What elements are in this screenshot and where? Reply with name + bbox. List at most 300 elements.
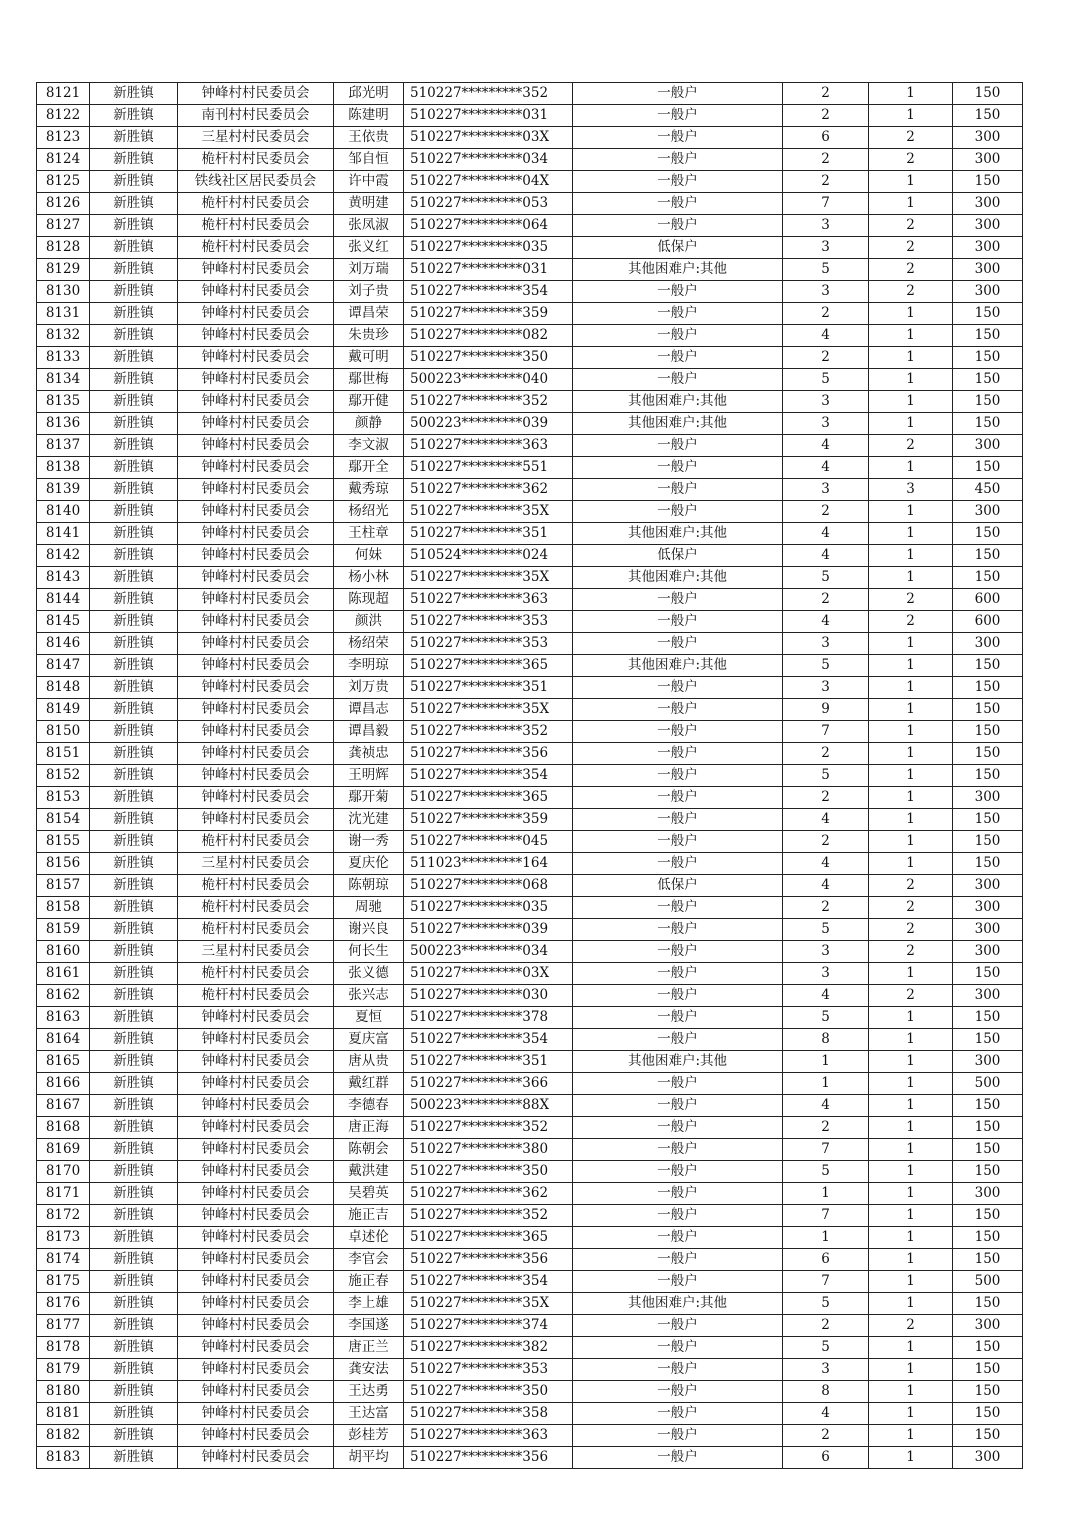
cell-town: 新胜镇 xyxy=(90,1227,178,1249)
table-row xyxy=(37,391,1023,413)
cell-household-type: 一般户 xyxy=(573,1227,783,1249)
cell-name: 唐从贵 xyxy=(334,1051,404,1073)
cell-town: 新胜镇 xyxy=(90,655,178,677)
cell-count: 1 xyxy=(869,787,953,809)
table-row xyxy=(37,215,1023,237)
cell-count: 2 xyxy=(869,281,953,303)
cell-household-size: 2 xyxy=(783,897,869,919)
cell-town: 新胜镇 xyxy=(90,545,178,567)
cell-count: 2 xyxy=(869,259,953,281)
cell-household-size: 7 xyxy=(783,1139,869,1161)
cell-name: 鄢开健 xyxy=(334,391,404,413)
cell-household-type: 一般户 xyxy=(573,303,783,325)
cell-amount: 150 xyxy=(953,413,1023,435)
table-row xyxy=(37,589,1023,611)
cell-household-type: 一般户 xyxy=(573,941,783,963)
cell-id-number: 510227*********04X xyxy=(404,171,573,193)
cell-serial-number: 8151 xyxy=(37,743,90,765)
cell-name: 胡平均 xyxy=(334,1447,404,1469)
cell-amount: 150 xyxy=(953,369,1023,391)
cell-id-number: 510227*********380 xyxy=(404,1139,573,1161)
table-row xyxy=(37,765,1023,787)
cell-name: 李文淑 xyxy=(334,435,404,457)
cell-village-committee: 钟峰村村民委员会 xyxy=(178,545,334,567)
cell-serial-number: 8163 xyxy=(37,1007,90,1029)
cell-serial-number: 8159 xyxy=(37,919,90,941)
cell-village-committee: 南刊村村民委员会 xyxy=(178,105,334,127)
cell-village-committee: 桅杆村村民委员会 xyxy=(178,875,334,897)
cell-household-size: 7 xyxy=(783,193,869,215)
cell-serial-number: 8156 xyxy=(37,853,90,875)
cell-name: 唐正海 xyxy=(334,1117,404,1139)
cell-household-size: 4 xyxy=(783,545,869,567)
cell-amount: 300 xyxy=(953,193,1023,215)
cell-household-size: 2 xyxy=(783,589,869,611)
cell-count: 1 xyxy=(869,1271,953,1293)
table-row xyxy=(37,149,1023,171)
table-row xyxy=(37,1205,1023,1227)
table-row xyxy=(37,1227,1023,1249)
cell-town: 新胜镇 xyxy=(90,897,178,919)
cell-amount: 150 xyxy=(953,567,1023,589)
cell-household-type: 其他困难户:其他 xyxy=(573,1293,783,1315)
cell-serial-number: 8143 xyxy=(37,567,90,589)
cell-town: 新胜镇 xyxy=(90,1095,178,1117)
cell-name: 戴秀琼 xyxy=(334,479,404,501)
cell-name: 刘子贵 xyxy=(334,281,404,303)
cell-name: 李德春 xyxy=(334,1095,404,1117)
cell-serial-number: 8125 xyxy=(37,171,90,193)
cell-amount: 150 xyxy=(953,1249,1023,1271)
cell-name: 王达勇 xyxy=(334,1381,404,1403)
cell-household-size: 5 xyxy=(783,1161,869,1183)
cell-town: 新胜镇 xyxy=(90,1337,178,1359)
table-row xyxy=(37,985,1023,1007)
cell-serial-number: 8162 xyxy=(37,985,90,1007)
table-row xyxy=(37,919,1023,941)
cell-name: 谢兴良 xyxy=(334,919,404,941)
cell-amount: 600 xyxy=(953,589,1023,611)
cell-town: 新胜镇 xyxy=(90,1205,178,1227)
cell-town: 新胜镇 xyxy=(90,149,178,171)
cell-amount: 300 xyxy=(953,149,1023,171)
cell-household-size: 2 xyxy=(783,303,869,325)
cell-amount: 450 xyxy=(953,479,1023,501)
table-row xyxy=(37,787,1023,809)
cell-count: 1 xyxy=(869,633,953,655)
table-row xyxy=(37,1447,1023,1469)
cell-amount: 300 xyxy=(953,1183,1023,1205)
cell-amount: 300 xyxy=(953,237,1023,259)
cell-serial-number: 8181 xyxy=(37,1403,90,1425)
cell-village-committee: 钟峰村村民委员会 xyxy=(178,1271,334,1293)
cell-name: 邱光明 xyxy=(334,83,404,105)
table-row xyxy=(37,1249,1023,1271)
cell-village-committee: 桅杆村村民委员会 xyxy=(178,193,334,215)
cell-village-committee: 钟峰村村民委员会 xyxy=(178,413,334,435)
cell-serial-number: 8137 xyxy=(37,435,90,457)
cell-id-number: 510227*********030 xyxy=(404,985,573,1007)
cell-household-size: 5 xyxy=(783,259,869,281)
cell-count: 2 xyxy=(869,237,953,259)
table-row xyxy=(37,303,1023,325)
cell-name: 陈现超 xyxy=(334,589,404,611)
cell-count: 1 xyxy=(869,1161,953,1183)
cell-village-committee: 钟峰村村民委员会 xyxy=(178,1337,334,1359)
cell-village-committee: 钟峰村村民委员会 xyxy=(178,1095,334,1117)
cell-id-number: 500223*********034 xyxy=(404,941,573,963)
cell-household-size: 2 xyxy=(783,1425,869,1447)
cell-serial-number: 8136 xyxy=(37,413,90,435)
cell-count: 1 xyxy=(869,1227,953,1249)
cell-count: 1 xyxy=(869,831,953,853)
table-row xyxy=(37,1359,1023,1381)
cell-id-number: 500223*********040 xyxy=(404,369,573,391)
cell-count: 1 xyxy=(869,105,953,127)
cell-name: 施正吉 xyxy=(334,1205,404,1227)
cell-amount: 150 xyxy=(953,677,1023,699)
cell-town: 新胜镇 xyxy=(90,1007,178,1029)
cell-household-size: 4 xyxy=(783,1403,869,1425)
table-row xyxy=(37,347,1023,369)
cell-count: 1 xyxy=(869,809,953,831)
cell-village-committee: 钟峰村村民委员会 xyxy=(178,83,334,105)
cell-household-type: 一般户 xyxy=(573,1425,783,1447)
cell-count: 1 xyxy=(869,1205,953,1227)
cell-amount: 150 xyxy=(953,1205,1023,1227)
cell-name: 何妹 xyxy=(334,545,404,567)
cell-id-number: 510227*********363 xyxy=(404,435,573,457)
cell-household-type: 一般户 xyxy=(573,897,783,919)
cell-count: 1 xyxy=(869,743,953,765)
cell-count: 2 xyxy=(869,897,953,919)
cell-household-type: 一般户 xyxy=(573,347,783,369)
cell-town: 新胜镇 xyxy=(90,787,178,809)
cell-id-number: 510227*********551 xyxy=(404,457,573,479)
cell-household-size: 1 xyxy=(783,1227,869,1249)
cell-count: 3 xyxy=(869,479,953,501)
cell-id-number: 500223*********88X xyxy=(404,1095,573,1117)
cell-household-size: 4 xyxy=(783,435,869,457)
cell-household-size: 4 xyxy=(783,523,869,545)
cell-name: 施正春 xyxy=(334,1271,404,1293)
cell-village-committee: 钟峰村村民委员会 xyxy=(178,1359,334,1381)
cell-amount: 150 xyxy=(953,171,1023,193)
cell-amount: 500 xyxy=(953,1271,1023,1293)
cell-amount: 150 xyxy=(953,655,1023,677)
table-row xyxy=(37,523,1023,545)
cell-amount: 150 xyxy=(953,765,1023,787)
cell-id-number: 510227*********352 xyxy=(404,391,573,413)
cell-name: 颜静 xyxy=(334,413,404,435)
cell-serial-number: 8169 xyxy=(37,1139,90,1161)
cell-household-size: 5 xyxy=(783,369,869,391)
cell-household-size: 2 xyxy=(783,105,869,127)
cell-town: 新胜镇 xyxy=(90,303,178,325)
cell-serial-number: 8168 xyxy=(37,1117,90,1139)
cell-count: 2 xyxy=(869,1315,953,1337)
cell-household-type: 一般户 xyxy=(573,809,783,831)
cell-serial-number: 8142 xyxy=(37,545,90,567)
cell-village-committee: 桅杆村村民委员会 xyxy=(178,985,334,1007)
cell-town: 新胜镇 xyxy=(90,259,178,281)
cell-household-size: 8 xyxy=(783,1381,869,1403)
cell-amount: 300 xyxy=(953,1315,1023,1337)
cell-serial-number: 8158 xyxy=(37,897,90,919)
cell-name: 颜洪 xyxy=(334,611,404,633)
table-row xyxy=(37,479,1023,501)
cell-village-committee: 钟峰村村民委员会 xyxy=(178,303,334,325)
table-row xyxy=(37,1293,1023,1315)
cell-town: 新胜镇 xyxy=(90,1073,178,1095)
cell-town: 新胜镇 xyxy=(90,831,178,853)
cell-household-type: 一般户 xyxy=(573,743,783,765)
cell-village-committee: 钟峰村村民委员会 xyxy=(178,677,334,699)
cell-amount: 150 xyxy=(953,1227,1023,1249)
cell-household-size: 9 xyxy=(783,699,869,721)
cell-household-type: 一般户 xyxy=(573,721,783,743)
cell-name: 李上雄 xyxy=(334,1293,404,1315)
cell-village-committee: 钟峰村村民委员会 xyxy=(178,435,334,457)
cell-count: 2 xyxy=(869,149,953,171)
cell-serial-number: 8172 xyxy=(37,1205,90,1227)
table-row xyxy=(37,435,1023,457)
cell-id-number: 500223*********039 xyxy=(404,413,573,435)
cell-household-size: 5 xyxy=(783,1293,869,1315)
cell-household-size: 2 xyxy=(783,743,869,765)
cell-household-size: 4 xyxy=(783,985,869,1007)
cell-amount: 150 xyxy=(953,1359,1023,1381)
cell-household-type: 一般户 xyxy=(573,83,783,105)
cell-household-size: 2 xyxy=(783,83,869,105)
cell-village-committee: 钟峰村村民委员会 xyxy=(178,1117,334,1139)
cell-id-number: 510227*********366 xyxy=(404,1073,573,1095)
cell-town: 新胜镇 xyxy=(90,875,178,897)
cell-count: 1 xyxy=(869,457,953,479)
cell-town: 新胜镇 xyxy=(90,1293,178,1315)
cell-household-type: 一般户 xyxy=(573,765,783,787)
cell-name: 鄢开菊 xyxy=(334,787,404,809)
cell-household-type: 一般户 xyxy=(573,149,783,171)
cell-name: 龚安法 xyxy=(334,1359,404,1381)
table-row xyxy=(37,501,1023,523)
table-row xyxy=(37,1315,1023,1337)
cell-amount: 150 xyxy=(953,1095,1023,1117)
cell-village-committee: 钟峰村村民委员会 xyxy=(178,1425,334,1447)
cell-count: 1 xyxy=(869,369,953,391)
cell-id-number: 510227*********374 xyxy=(404,1315,573,1337)
cell-household-size: 5 xyxy=(783,655,869,677)
cell-id-number: 510227*********354 xyxy=(404,1271,573,1293)
cell-household-type: 一般户 xyxy=(573,1183,783,1205)
cell-village-committee: 钟峰村村民委员会 xyxy=(178,743,334,765)
table-row xyxy=(37,259,1023,281)
cell-name: 张义德 xyxy=(334,963,404,985)
cell-amount: 150 xyxy=(953,809,1023,831)
cell-count: 1 xyxy=(869,1337,953,1359)
cell-household-type: 其他困难户:其他 xyxy=(573,655,783,677)
cell-household-type: 一般户 xyxy=(573,281,783,303)
cell-serial-number: 8141 xyxy=(37,523,90,545)
cell-household-size: 4 xyxy=(783,875,869,897)
cell-town: 新胜镇 xyxy=(90,941,178,963)
cell-village-committee: 钟峰村村民委员会 xyxy=(178,479,334,501)
cell-amount: 150 xyxy=(953,545,1023,567)
table-row xyxy=(37,1117,1023,1139)
cell-amount: 300 xyxy=(953,941,1023,963)
cell-serial-number: 8154 xyxy=(37,809,90,831)
cell-amount: 300 xyxy=(953,633,1023,655)
table-row xyxy=(37,127,1023,149)
cell-name: 张兴志 xyxy=(334,985,404,1007)
cell-amount: 150 xyxy=(953,1293,1023,1315)
cell-household-type: 其他困难户:其他 xyxy=(573,567,783,589)
cell-town: 新胜镇 xyxy=(90,105,178,127)
cell-household-type: 一般户 xyxy=(573,1161,783,1183)
cell-count: 1 xyxy=(869,765,953,787)
cell-id-number: 510227*********358 xyxy=(404,1403,573,1425)
cell-name: 杨小林 xyxy=(334,567,404,589)
cell-serial-number: 8176 xyxy=(37,1293,90,1315)
cell-amount: 150 xyxy=(953,831,1023,853)
cell-town: 新胜镇 xyxy=(90,1051,178,1073)
cell-id-number: 510227*********356 xyxy=(404,1249,573,1271)
cell-serial-number: 8167 xyxy=(37,1095,90,1117)
cell-amount: 500 xyxy=(953,1073,1023,1095)
table-body xyxy=(37,83,1023,1469)
cell-amount: 300 xyxy=(953,1447,1023,1469)
cell-count: 2 xyxy=(869,985,953,1007)
cell-name: 刘万瑞 xyxy=(334,259,404,281)
cell-household-type: 一般户 xyxy=(573,1315,783,1337)
cell-village-committee: 三星村村民委员会 xyxy=(178,853,334,875)
cell-village-committee: 钟峰村村民委员会 xyxy=(178,765,334,787)
table-row xyxy=(37,611,1023,633)
cell-count: 1 xyxy=(869,1249,953,1271)
cell-town: 新胜镇 xyxy=(90,523,178,545)
cell-serial-number: 8126 xyxy=(37,193,90,215)
table-row xyxy=(37,963,1023,985)
cell-id-number: 510227*********035 xyxy=(404,897,573,919)
cell-id-number: 510227*********352 xyxy=(404,1117,573,1139)
cell-serial-number: 8153 xyxy=(37,787,90,809)
cell-village-committee: 钟峰村村民委员会 xyxy=(178,1051,334,1073)
cell-name: 彭桂芳 xyxy=(334,1425,404,1447)
cell-serial-number: 8144 xyxy=(37,589,90,611)
cell-name: 王明辉 xyxy=(334,765,404,787)
cell-household-size: 8 xyxy=(783,1029,869,1051)
cell-town: 新胜镇 xyxy=(90,1183,178,1205)
cell-amount: 150 xyxy=(953,853,1023,875)
cell-serial-number: 8148 xyxy=(37,677,90,699)
cell-id-number: 510227*********351 xyxy=(404,677,573,699)
cell-household-type: 其他困难户:其他 xyxy=(573,391,783,413)
cell-town: 新胜镇 xyxy=(90,501,178,523)
cell-household-type: 一般户 xyxy=(573,963,783,985)
cell-serial-number: 8155 xyxy=(37,831,90,853)
cell-town: 新胜镇 xyxy=(90,633,178,655)
cell-amount: 150 xyxy=(953,457,1023,479)
cell-household-type: 一般户 xyxy=(573,1249,783,1271)
cell-amount: 600 xyxy=(953,611,1023,633)
cell-name: 唐正兰 xyxy=(334,1337,404,1359)
cell-id-number: 510227*********350 xyxy=(404,1161,573,1183)
cell-amount: 300 xyxy=(953,215,1023,237)
cell-town: 新胜镇 xyxy=(90,567,178,589)
cell-town: 新胜镇 xyxy=(90,391,178,413)
table-row xyxy=(37,457,1023,479)
cell-amount: 300 xyxy=(953,281,1023,303)
cell-household-size: 7 xyxy=(783,1271,869,1293)
cell-village-committee: 钟峰村村民委员会 xyxy=(178,1381,334,1403)
cell-town: 新胜镇 xyxy=(90,611,178,633)
cell-serial-number: 8174 xyxy=(37,1249,90,1271)
cell-town: 新胜镇 xyxy=(90,1161,178,1183)
cell-amount: 150 xyxy=(953,83,1023,105)
cell-name: 戴可明 xyxy=(334,347,404,369)
cell-serial-number: 8175 xyxy=(37,1271,90,1293)
cell-village-committee: 钟峰村村民委员会 xyxy=(178,1205,334,1227)
cell-household-type: 一般户 xyxy=(573,1271,783,1293)
table-row xyxy=(37,677,1023,699)
cell-count: 1 xyxy=(869,1447,953,1469)
cell-village-committee: 钟峰村村民委员会 xyxy=(178,457,334,479)
cell-serial-number: 8183 xyxy=(37,1447,90,1469)
cell-id-number: 510227*********365 xyxy=(404,1227,573,1249)
cell-serial-number: 8131 xyxy=(37,303,90,325)
cell-id-number: 510227*********352 xyxy=(404,83,573,105)
cell-household-size: 4 xyxy=(783,325,869,347)
cell-household-type: 其他困难户:其他 xyxy=(573,523,783,545)
table-row xyxy=(37,831,1023,853)
cell-count: 1 xyxy=(869,523,953,545)
cell-count: 1 xyxy=(869,699,953,721)
cell-village-committee: 桅杆村村民委员会 xyxy=(178,237,334,259)
table-row xyxy=(37,1139,1023,1161)
cell-village-committee: 钟峰村村民委员会 xyxy=(178,567,334,589)
cell-name: 杨绍荣 xyxy=(334,633,404,655)
cell-household-size: 5 xyxy=(783,1007,869,1029)
cell-town: 新胜镇 xyxy=(90,919,178,941)
cell-id-number: 510227*********035 xyxy=(404,237,573,259)
cell-amount: 300 xyxy=(953,501,1023,523)
cell-household-size: 2 xyxy=(783,1315,869,1337)
cell-count: 1 xyxy=(869,1095,953,1117)
cell-amount: 300 xyxy=(953,875,1023,897)
cell-serial-number: 8178 xyxy=(37,1337,90,1359)
cell-household-type: 一般户 xyxy=(573,457,783,479)
cell-name: 陈建明 xyxy=(334,105,404,127)
table-row xyxy=(37,1073,1023,1095)
cell-household-type: 一般户 xyxy=(573,215,783,237)
cell-count: 2 xyxy=(869,611,953,633)
cell-town: 新胜镇 xyxy=(90,1425,178,1447)
cell-amount: 150 xyxy=(953,743,1023,765)
table-row xyxy=(37,1337,1023,1359)
cell-serial-number: 8166 xyxy=(37,1073,90,1095)
cell-count: 1 xyxy=(869,1117,953,1139)
cell-household-type: 其他困难户:其他 xyxy=(573,413,783,435)
cell-household-size: 2 xyxy=(783,787,869,809)
cell-amount: 150 xyxy=(953,963,1023,985)
cell-id-number: 510227*********353 xyxy=(404,611,573,633)
cell-name: 龚祯忠 xyxy=(334,743,404,765)
cell-count: 1 xyxy=(869,545,953,567)
cell-id-number: 510227*********354 xyxy=(404,281,573,303)
table-row xyxy=(37,171,1023,193)
cell-serial-number: 8133 xyxy=(37,347,90,369)
cell-household-size: 2 xyxy=(783,171,869,193)
